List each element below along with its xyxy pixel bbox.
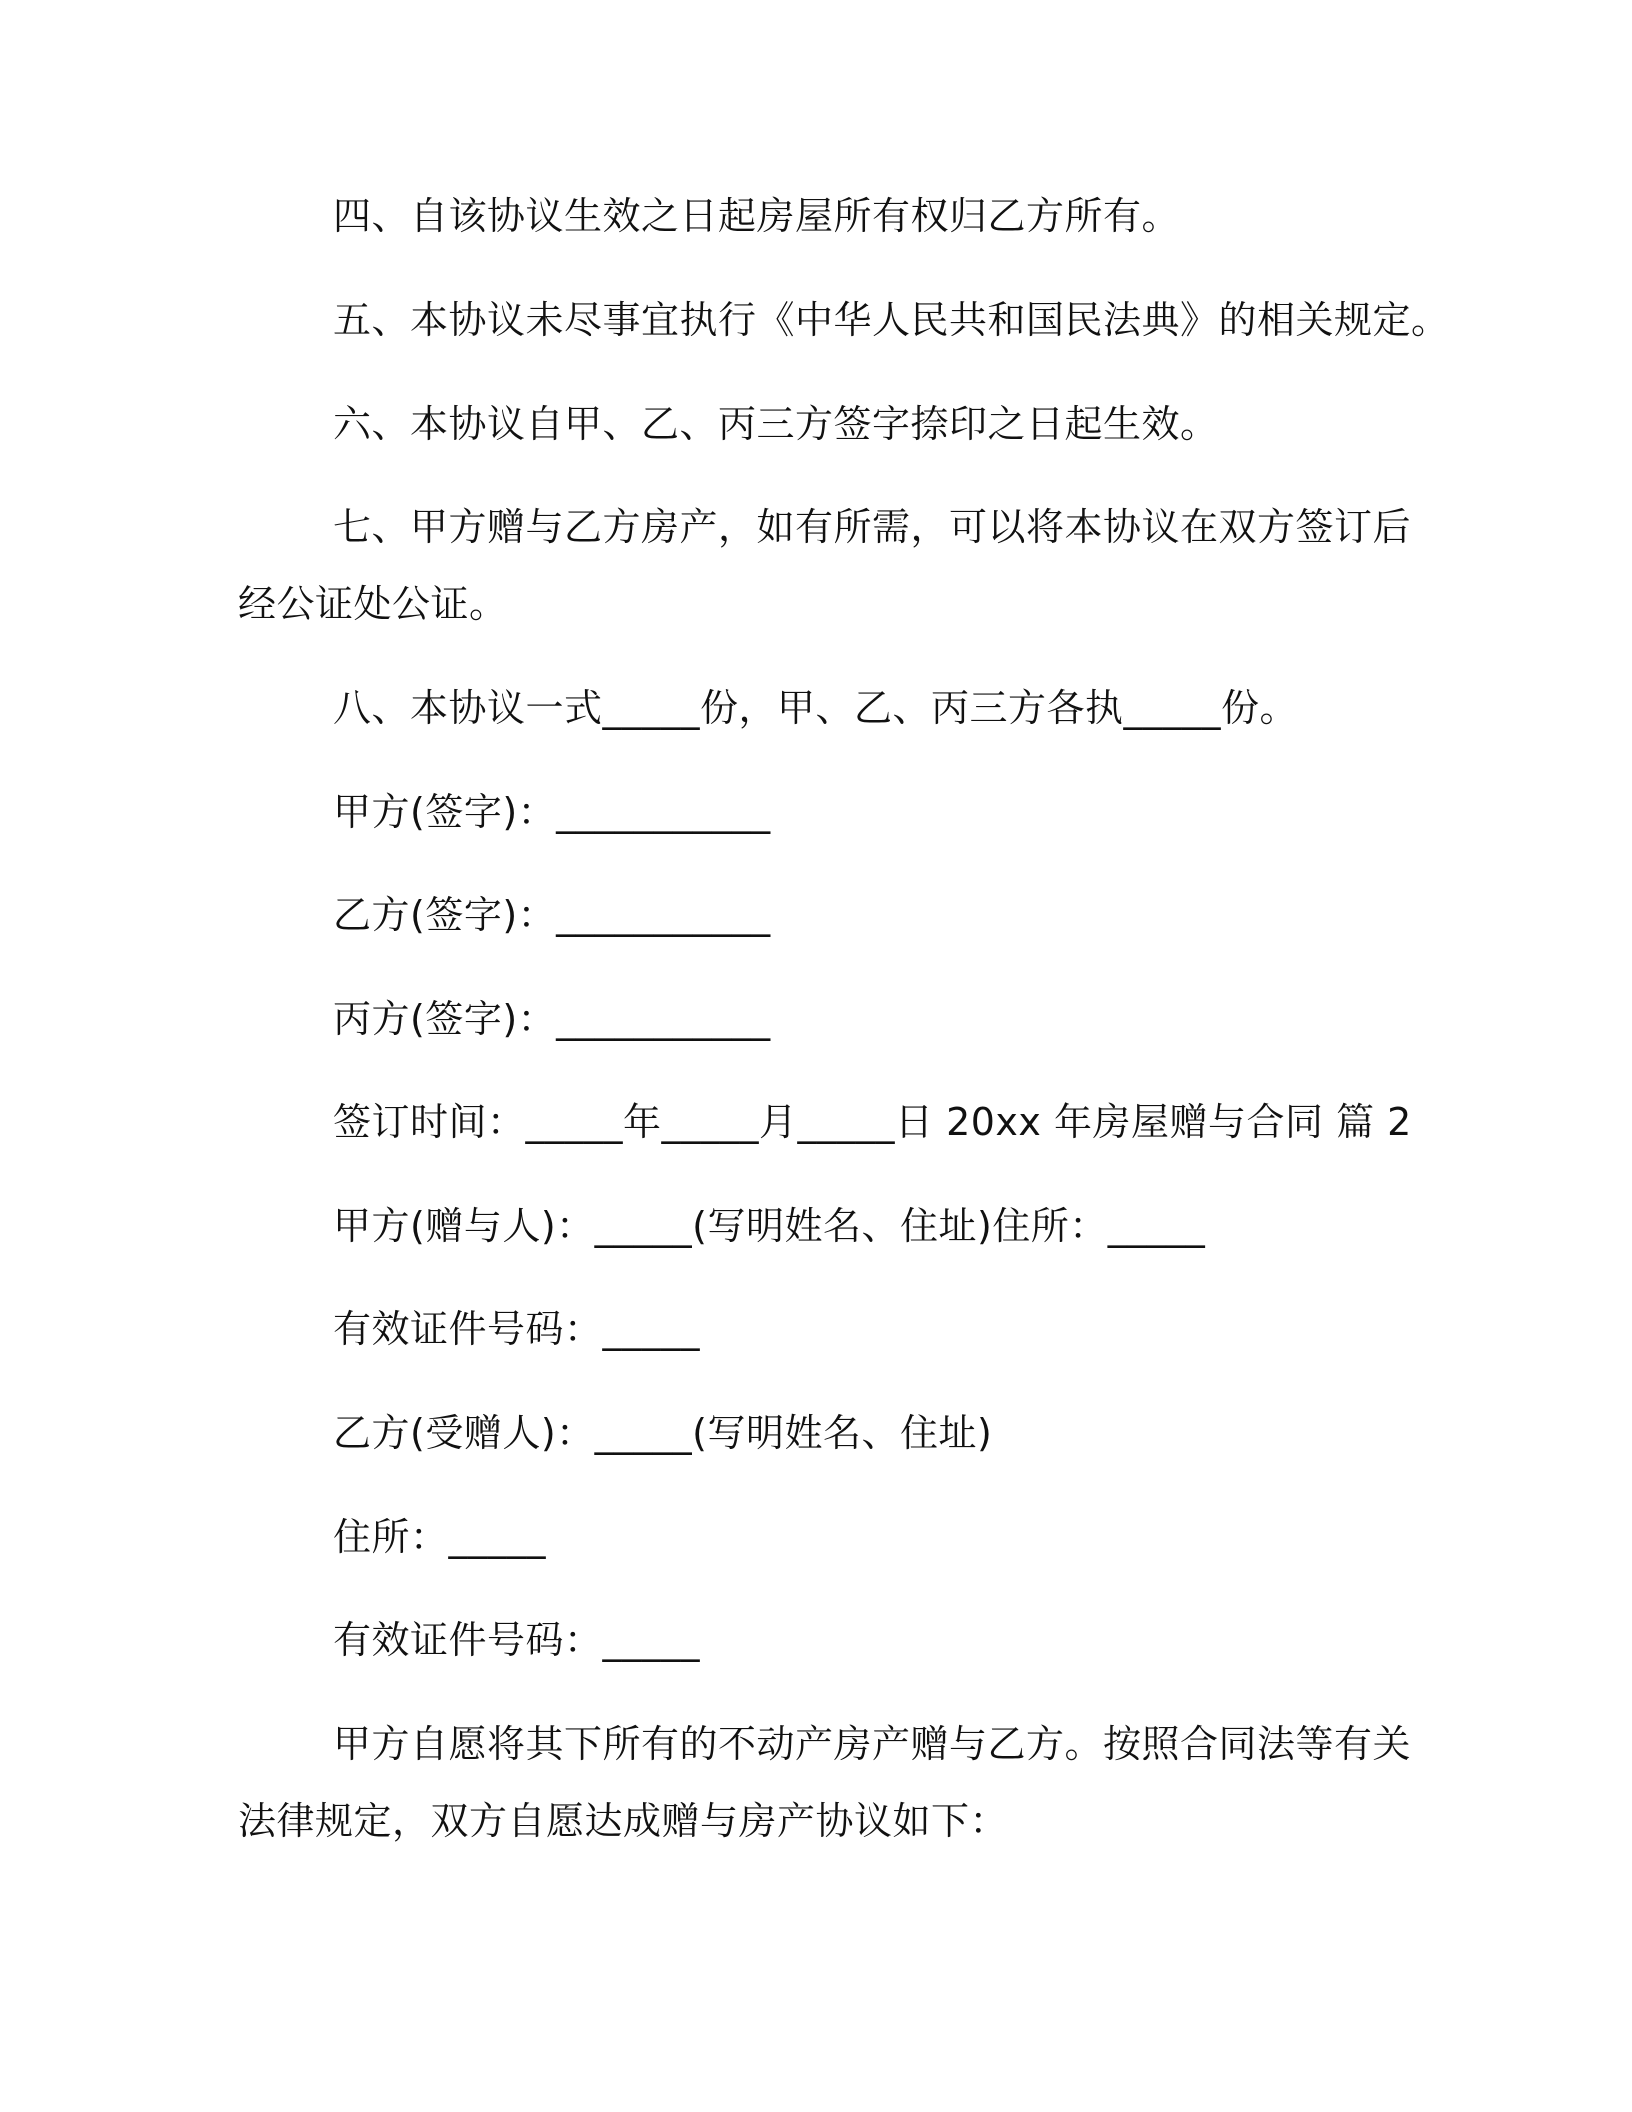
clause-8: 八、本协议一式_____份，甲、乙、丙三方各执_____份。 bbox=[333, 686, 1299, 730]
party-b-signature: 乙方(签字)：___________ bbox=[333, 893, 771, 937]
donor-id-number: 有效证件号码：_____ bbox=[333, 1307, 701, 1351]
clause-5: 五、本协议未尽事宜执行《中华人民共和国民法典》的相关规定。 bbox=[333, 298, 1450, 342]
donee-address: 住所：_____ bbox=[333, 1515, 547, 1559]
donee-id-number: 有效证件号码：_____ bbox=[333, 1618, 701, 1662]
donor-info: 甲方(赠与人)：_____(写明姓名、住址)住所：_____ bbox=[333, 1204, 1206, 1248]
clause-7-line-1: 七、甲方赠与乙方房产，如有所需，可以将本协议在双方签订后 bbox=[333, 505, 1412, 549]
donee-info: 乙方(受赠人)：_____(写明姓名、住址) bbox=[333, 1411, 993, 1455]
party-a-signature: 甲方(签字)：___________ bbox=[333, 790, 771, 834]
clause-4: 四、自该协议生效之日起房屋所有权归乙方所有。 bbox=[333, 194, 1181, 238]
party-c-signature: 丙方(签字)：___________ bbox=[333, 997, 771, 1041]
clause-7-line-2: 经公证处公证。 bbox=[238, 582, 508, 626]
signing-date-and-section-title: 签订时间：_____年_____月_____日 20xx 年房屋赠与合同 篇 2 bbox=[333, 1100, 1412, 1144]
clause-6: 六、本协议自甲、乙、丙三方签字捺印之日起生效。 bbox=[333, 402, 1219, 446]
preamble-line-1: 甲方自愿将其下所有的不动产房产赠与乙方。按照合同法等有关 bbox=[333, 1722, 1412, 1766]
preamble-line-2: 法律规定，双方自愿达成赠与房产协议如下： bbox=[238, 1799, 1009, 1843]
